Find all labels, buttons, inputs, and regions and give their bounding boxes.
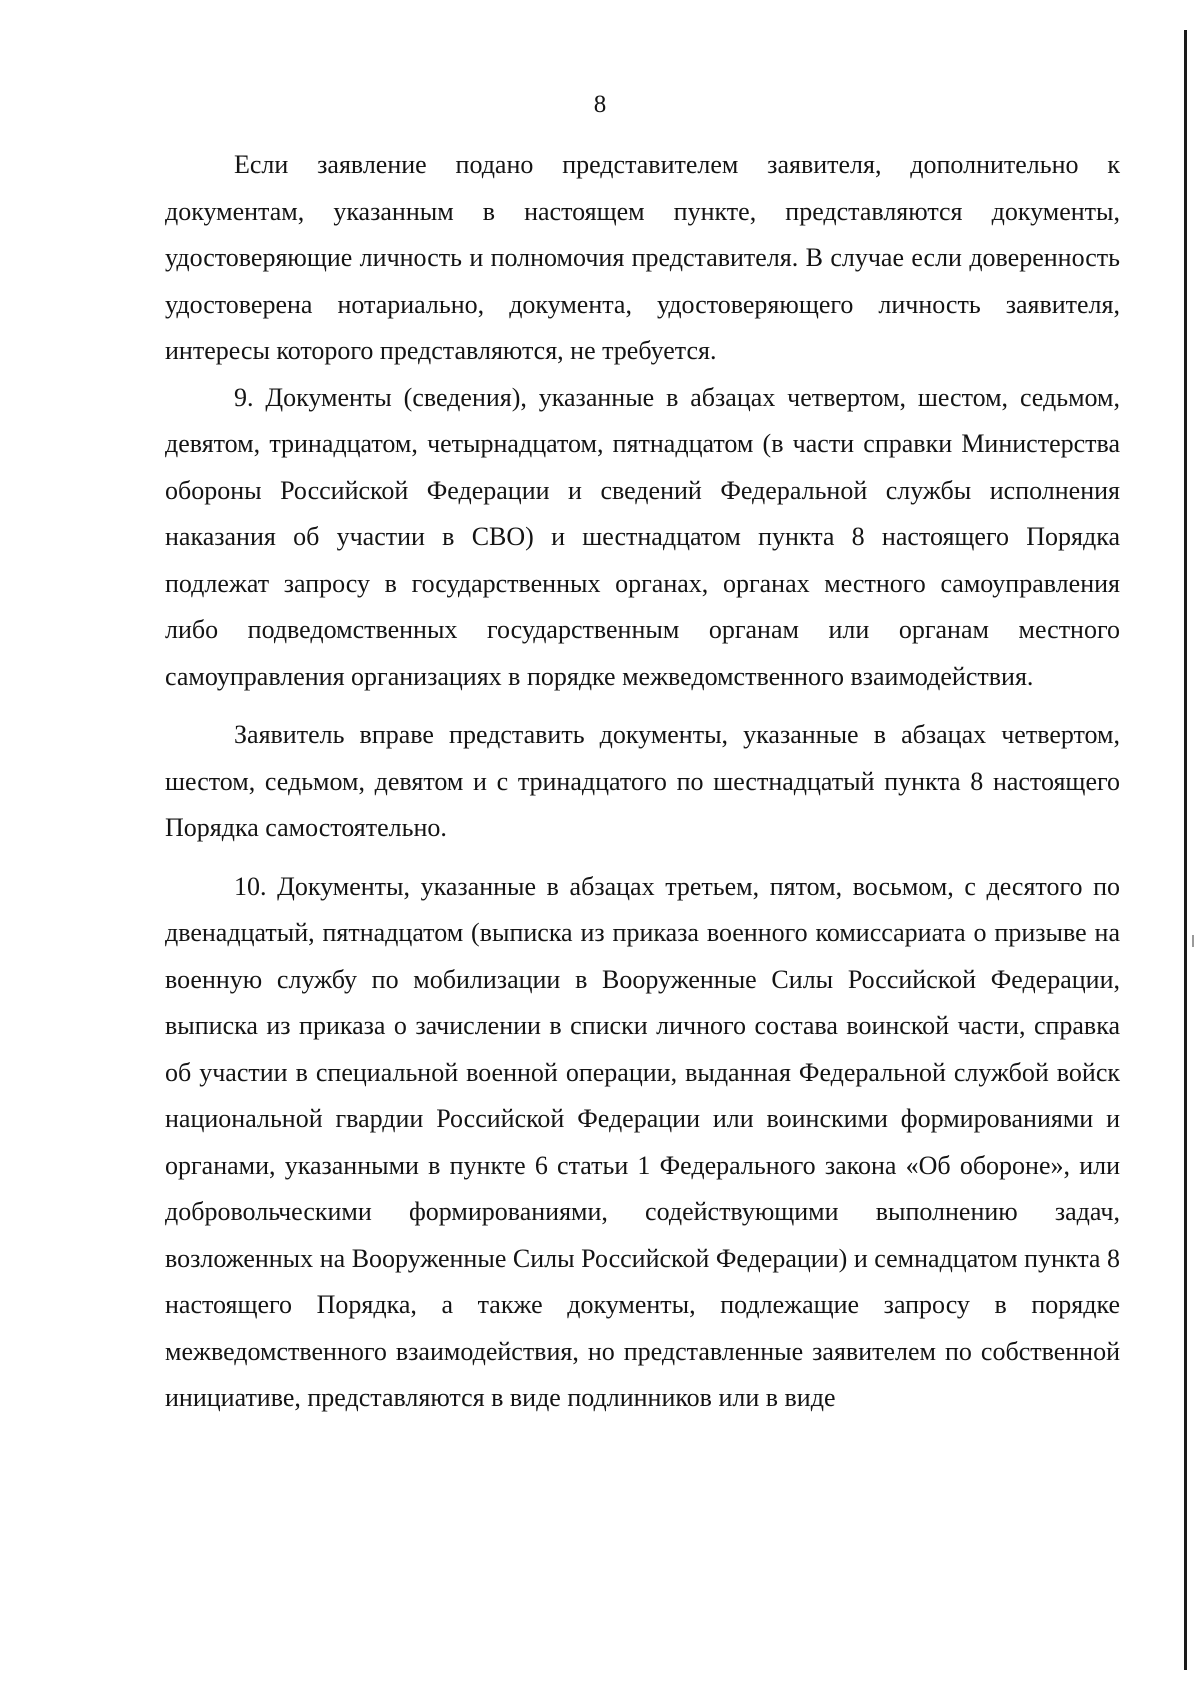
scan-edge-mark: [1192, 935, 1194, 947]
document-body: [165, 142, 1120, 1422]
paragraph-representative-documents: Если заявление подано представителем заявителя, дополнительно к документам, указанным в настоящем пункте, представляются документы, удостоверяющие личность и полномочия представителя. В случае если доверенность удостоверена нотариально, документа, удостоверяющего личность заявителя, интересы которого представляются, не требуется.: [165, 150, 1120, 365]
paragraph-item-10: 10. Документы, указанные в абзацах третьем, пятом, восьмом, с десятого по двенадцатый, пятнадцатом (выписка из приказа военного комиссариата о призыве на военную службу по мобилизации в Вооруженные Силы Российской Федерации, выписка из приказа о зачислении в списки личного состава воинской части, справка об участии в специальной военной операции, выданная Федеральной службой войск национальной гвардии Российской Федерации или воинскими формированиями и органами, указанными в пункте 6 статьи 1 Федерального закона «Об обороне», или добровольческими формированиями, содействующими выполнению задач, возложенных на Вооруженные Силы Российской Федерации) и семнадцатом пункта 8 настоящего Порядка, а также документы, подлежащие запросу в порядке межведомственного взаимодействия, но представленные заявителем по собственной инициативе, представляются в виде подлинников или в виде: [165, 871, 1120, 1412]
scan-edge-line: [1184, 30, 1187, 1670]
paragraph-item-9: 9. Документы (сведения), указанные в абзацах четвертом, шестом, седьмом, девятом, тринадцатом, четырнадцатом, пятнадцатом (в части справки Министерства обороны Российской Федерации и сведений Федеральной службы исполнения наказания об участии в СВО) и шестнадцатом пункта 8 настоящего Порядка подлежат запросу в государственных органах, органах местного самоуправления либо подведомственных государственным органам или органам местного самоуправления организациях в порядке межведомственного взаимодействия.: [165, 382, 1120, 691]
page-number: 8: [593, 91, 607, 118]
paragraph-applicant-right: Заявитель вправе представить документы, указанные в абзацах четвертом, шестом, седьмом, девятом и с тринадцатого по шестнадцатый пункта 8 настоящего Порядка самостоятельно.: [165, 720, 1120, 842]
